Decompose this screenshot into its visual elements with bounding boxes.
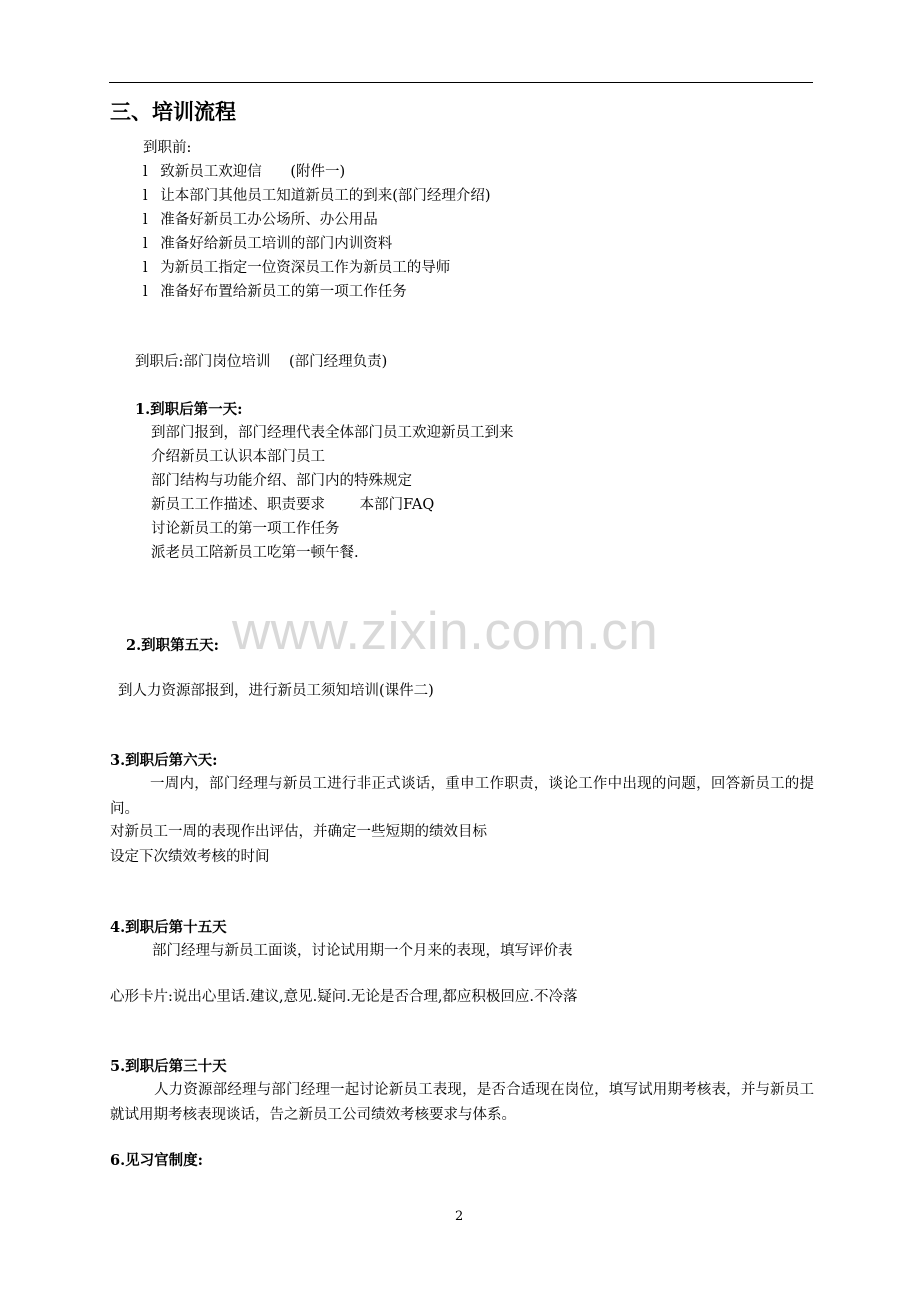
before-joining-heading: 到职前: [143, 140, 192, 156]
day30-heading: 5.到职后第三十天 [110, 1058, 227, 1075]
bullet: l [143, 164, 148, 180]
watermark: www.zixin.com.cn [232, 602, 659, 661]
day1-line [151, 495, 434, 515]
section-title: 三、培训流程 [110, 99, 236, 124]
list-item-text: 准备好新员工办公场所、办公用品 [160, 212, 378, 228]
bullet: l [143, 260, 148, 276]
list-item [143, 162, 345, 182]
list-item-text: 为新员工指定一位资深员工作为新员工的导师 [160, 260, 451, 276]
after-joining-title: 到职后:部门岗位培训 [135, 354, 271, 370]
day5-heading: 2.到职第五天: [126, 637, 219, 654]
day1-line: 部门结构与功能介绍、部门内的特殊规定 [151, 473, 412, 489]
list-item-note: (附件一) [290, 164, 346, 180]
page-number: 2 [455, 1209, 464, 1224]
day1-line: 讨论新员工的第一项工作任务 [151, 521, 340, 537]
day1-line: 介绍新员工认识本部门员工 [151, 449, 325, 465]
list-item-text: 准备好给新员工培训的部门内训资料 [160, 236, 393, 252]
day1-line-text: 新员工工作描述、职责要求 [151, 497, 325, 513]
list-item [143, 258, 450, 278]
day5-text: 到人力资源部报到，进行新员工须知培训(课件二) [118, 683, 434, 699]
heart-card-note: 心形卡片:说出心里话.建议,意见.疑问.无论是否合理,都应积极回应.不冷落 [110, 989, 578, 1005]
bullet: l [143, 212, 148, 228]
header-rule [109, 82, 813, 83]
day6-paragraph: 一周内，部门经理与新员工进行非正式谈话，重申工作职责，谈论工作中出现的问题，回答新员工的提问。 [110, 776, 814, 817]
list-item-text: 让本部门其他员工知道新员工的到来(部门经理介绍) [160, 188, 491, 204]
list-item-text: 致新员工欢迎信 [160, 164, 262, 180]
list-item-text: 准备好布置给新员工的第一项工作任务 [160, 284, 407, 300]
bullet: l [143, 284, 148, 300]
day15-heading: 4.到职后第十五天 [110, 919, 227, 936]
bullet: l [143, 188, 148, 204]
list-item [143, 282, 407, 302]
list-item [143, 210, 378, 230]
list-item [143, 186, 491, 206]
day6-line: 对新员工一周的表现作出评估，并确定一些短期的绩效目标 [110, 824, 487, 840]
day6-line: 设定下次绩效考核的时间 [110, 849, 270, 865]
day1-line: 到部门报到，部门经理代表全体部门员工欢迎新员工到来 [151, 425, 514, 441]
bullet: l [143, 236, 148, 252]
day1-heading: 1.到职后第一天: [135, 401, 243, 418]
after-joining-note: (部门经理负责) [289, 354, 388, 370]
day15-paragraph: 部门经理与新员工面谈，讨论试用期一个月来的表现，填写评价表 [152, 943, 573, 959]
day6-heading: 3.到职后第六天: [110, 752, 218, 769]
day1-line: 派老员工陪新员工吃第一顿午餐. [151, 545, 359, 561]
mentor-heading: 6.见习官制度: [110, 1152, 203, 1169]
after-joining-heading [135, 352, 387, 372]
list-item [143, 234, 392, 254]
day30-paragraph: 人力资源部经理与部门经理一起讨论新员工表现，是否合适现在岗位，填写试用期考核表，并与新员工就试用期考核表现谈话，告之新员工公司绩效考核要求与体系。 [110, 1082, 814, 1123]
day1-faq: 本部门FAQ [359, 497, 435, 513]
